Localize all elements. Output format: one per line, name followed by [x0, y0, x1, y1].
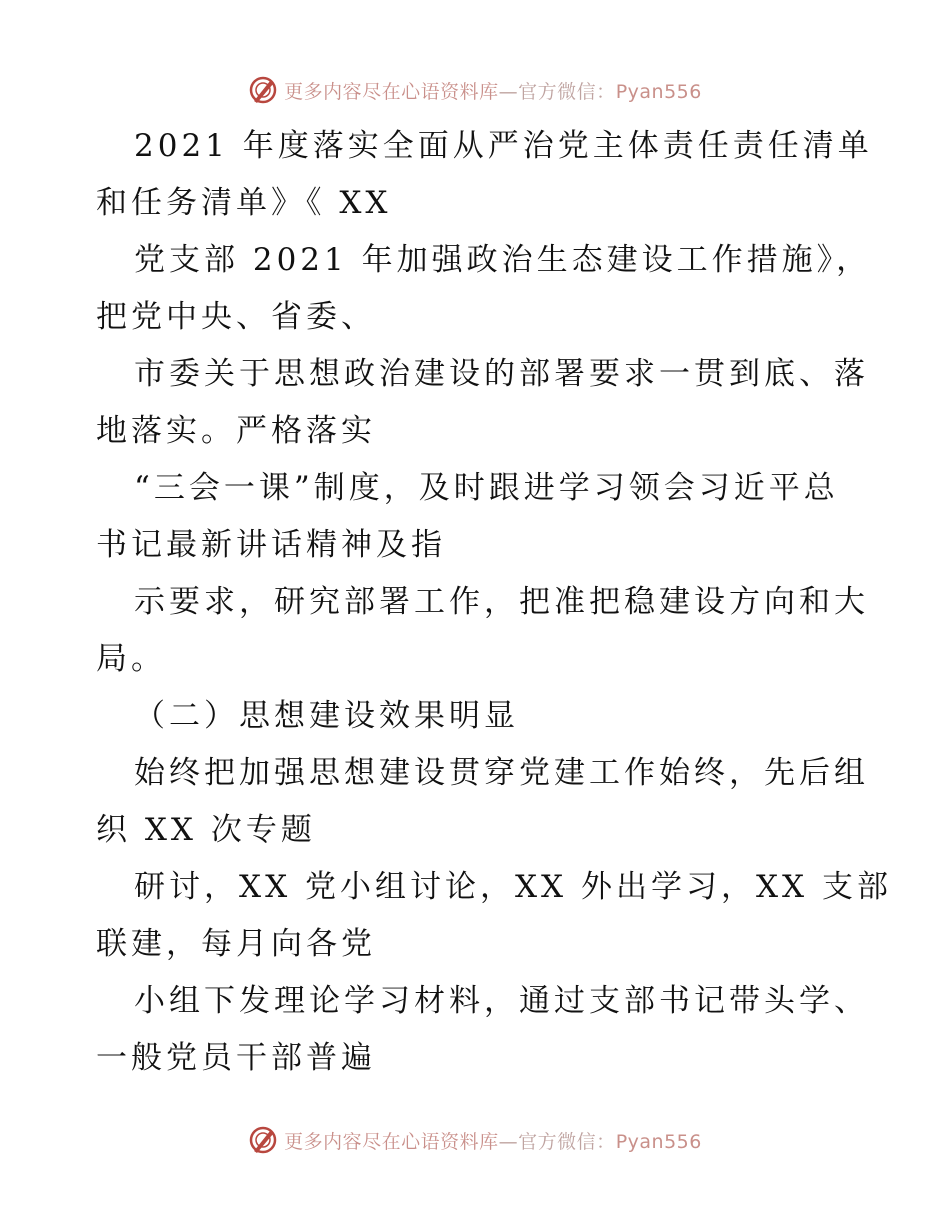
- body-line: 研讨，XX 党小组讨论，XX 外出学习，XX 支部: [134, 869, 892, 905]
- body-line: 示要求，研究部署工作，把准把稳建设方向和大: [134, 584, 869, 620]
- header-banner-text: [284, 77, 702, 104]
- body-line: 和任务清单》《 XX: [96, 185, 392, 221]
- body-line: 党支部 2021 年加强政治生态建设工作措施》，: [134, 242, 872, 278]
- footer-banner-id: Pyan556: [615, 1130, 702, 1153]
- body-line: “三会一课”制度，及时跟进学习领会习近平总: [134, 470, 839, 506]
- header-banner-id: Pyan556: [615, 80, 702, 103]
- header-banner-sep: —: [498, 80, 519, 103]
- body-line: 始终把加强思想建设贯穿党建工作始终，先后组: [134, 755, 869, 791]
- header-banner-official: 官方微信：: [518, 80, 616, 103]
- body-line: 联建，每月向各党: [96, 926, 376, 962]
- body-line: 织 XX 次专题: [96, 812, 316, 848]
- section-heading: （二）思想建设效果明显: [134, 698, 519, 734]
- footer-banner-main: 更多内容尽在心语资料库: [284, 1130, 499, 1153]
- body-line: 书记最新讲话精神及指: [96, 527, 446, 563]
- body-line: 把党中央、省委、: [96, 299, 376, 335]
- footer-banner-text: [284, 1127, 702, 1154]
- body-line: 局。: [96, 641, 166, 677]
- pen-logo-icon: [248, 1125, 278, 1155]
- body-line: 市委关于思想政治建设的部署要求一贯到底、落: [134, 356, 869, 392]
- header-banner: [0, 70, 950, 110]
- header-banner-main: 更多内容尽在心语资料库: [284, 80, 499, 103]
- footer-banner-sep: —: [498, 1130, 519, 1153]
- footer-banner-official: 官方微信：: [518, 1130, 616, 1153]
- pen-logo-icon: [248, 75, 278, 105]
- body-line: 小组下发理论学习材料，通过支部书记带头学、: [134, 983, 869, 1019]
- footer-banner: [0, 1120, 950, 1160]
- body-line: 一般党员干部普遍: [96, 1040, 376, 1076]
- document-body: [96, 118, 892, 1087]
- body-line: 地落实。严格落实: [96, 413, 376, 449]
- body-line: 2021 年度落实全面从严治党主体责任责任清单: [134, 128, 873, 164]
